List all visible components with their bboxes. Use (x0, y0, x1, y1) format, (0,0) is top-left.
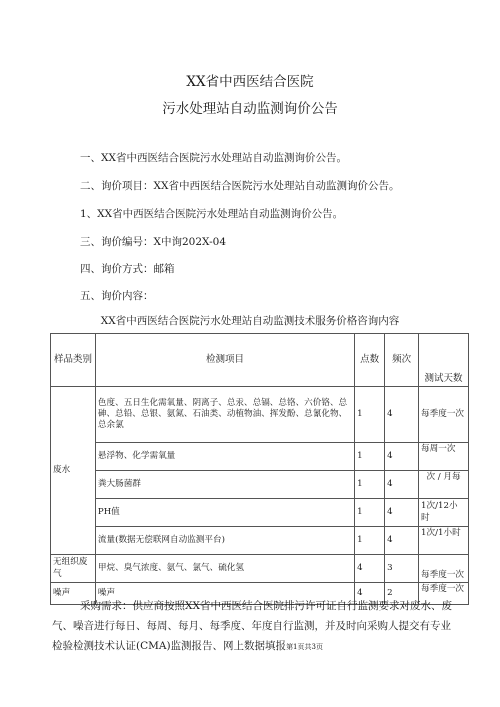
inquiry-content: 五、询价内容： (80, 290, 154, 302)
row-frequency: 4 (385, 471, 419, 499)
paragraph-1: 一、XX省中西医结合医院污水处理站自动监测询价公告。 (80, 152, 347, 164)
category-noise: 噪声 (51, 583, 96, 605)
table-row (51, 387, 469, 443)
table-header-row (51, 334, 469, 387)
row-days: 每季度一次 (419, 583, 469, 605)
table-row (51, 471, 469, 499)
header-points: 点数 (355, 334, 385, 387)
row-item: 粪大肠菌群 (95, 471, 354, 499)
row-frequency: 4 (385, 499, 419, 527)
table-row (51, 527, 469, 555)
paragraph-3: 1、XX省中西医结合医院污水处理站自动监测询价公告。 (80, 208, 344, 220)
row-points: 1 (355, 387, 385, 443)
row-points: 1 (355, 527, 385, 555)
table-row (51, 555, 469, 583)
table-row (51, 443, 469, 471)
pricing-table (50, 333, 469, 605)
requirements-line-1: 采购需求：供应商按照XX省中西医结合医院排污许可证自行监测要求对废水、废 (80, 600, 452, 612)
paragraph-2: 二、询价项目：XX省中西医结合医院污水处理站自动监测询价公告。 (80, 180, 400, 192)
row-frequency: 4 (385, 387, 419, 443)
row-days: 1次/12小时 (419, 499, 469, 527)
row-points: 1 (355, 471, 385, 499)
row-frequency: 2 (385, 583, 419, 605)
category-unorganized-gas: 无组织废气 (51, 555, 96, 583)
category-wastewater: 废水 (51, 387, 96, 555)
title-announcement: 污水处理站自动监测询价公告 (162, 101, 338, 117)
row-points: 4 (355, 555, 385, 583)
row-item: 流量(数据无偿联网自动监测平台) (95, 527, 354, 555)
table-caption: XX省中西医结合医院污水处理站自动监测技术服务价格咨询内容 (100, 315, 400, 327)
row-frequency: 4 (385, 527, 419, 555)
requirements-line-2: 气、噪音进行每日、每周、每月、每季度、年度自行监测，并及时向采购人提交有专业 (52, 620, 451, 632)
header-category: 样品类别 (51, 334, 96, 387)
header-frequency: 频次 (385, 334, 419, 387)
requirements-line-3-text: 检验检测技术认证(CMA)监测报告、网上数据填报 (52, 640, 287, 652)
table-row (51, 499, 469, 527)
inquiry-number: 三、询价编号：X中询202X-04 (80, 236, 227, 248)
row-points: 1 (355, 499, 385, 527)
row-item: 噪声 (95, 583, 354, 605)
row-days: 1次/1小时 (419, 527, 469, 555)
procurement-requirements (52, 596, 470, 657)
row-points: 1 (355, 443, 385, 471)
row-item: 悬浮物、化学需氧量 (95, 443, 354, 471)
row-days: 次 / 月每 (419, 471, 469, 499)
row-item: PH值 (95, 499, 354, 527)
page-number: 第1页共3页 (286, 643, 323, 651)
row-item: 色度、五日生化需氧量、阴离子、总汞、总镉、总铬、六价铬、总砷、总铅、总银、氨氮、石油类、动植物油、挥发酚、总氰化物、总余氯 (95, 387, 354, 443)
row-points: 4 (355, 583, 385, 605)
header-days: 测试天数 (419, 334, 469, 387)
requirements-line-3 (52, 636, 470, 657)
title-hospital: XX省中西医结合医院 (186, 74, 314, 90)
row-days: 每季度一次 (419, 387, 469, 443)
row-item: 甲烷、臭气浓度、氨气、氯气、硫化氢 (95, 555, 354, 583)
row-days: 每季度一次 (419, 555, 469, 583)
header-item: 检测项目 (95, 334, 354, 387)
row-frequency: 3 (385, 555, 419, 583)
row-days: 每周一次 (419, 443, 469, 471)
row-frequency: 4 (385, 443, 419, 471)
inquiry-method: 四、询价方式：邮箱 (80, 263, 175, 275)
